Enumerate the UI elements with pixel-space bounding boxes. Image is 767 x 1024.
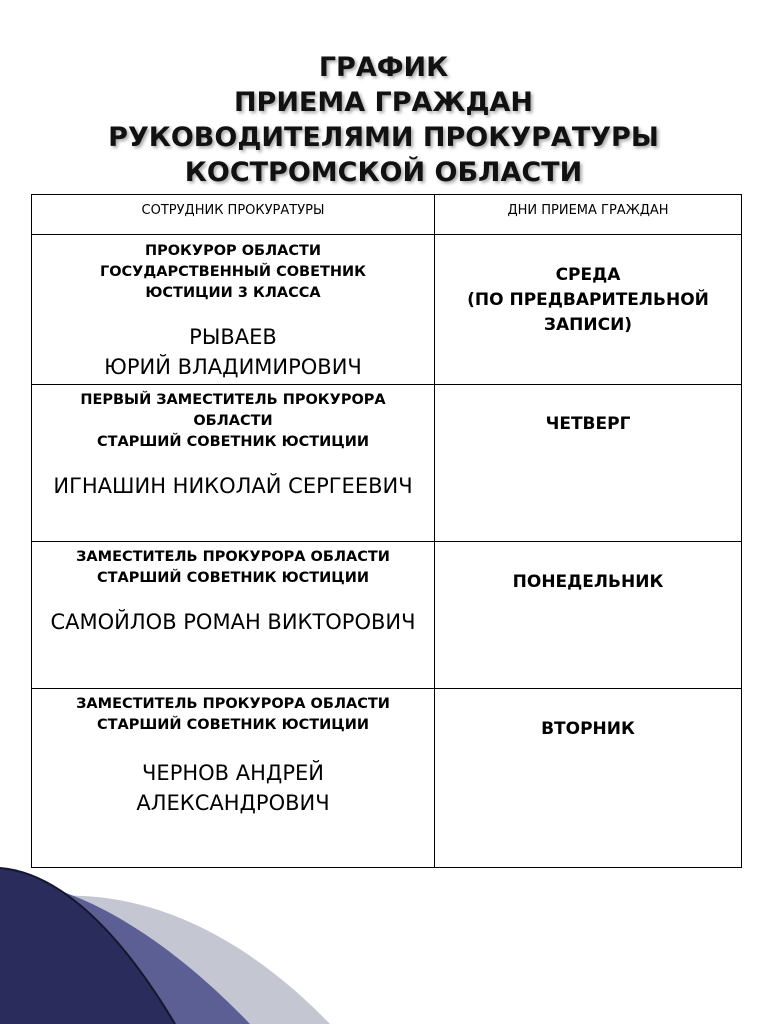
table-row <box>32 235 742 385</box>
employee-name <box>32 758 434 818</box>
position-line: ОБЛАСТИ <box>193 413 273 429</box>
decor-light-swoosh <box>0 896 330 1024</box>
table-row <box>32 689 742 868</box>
day-line: СРЕДА <box>555 265 621 285</box>
reception-day <box>435 412 741 437</box>
table-row <box>32 385 742 542</box>
name-line: ЧЕРНОВ АНДРЕЙ <box>142 761 324 785</box>
title-line: ПРИЕМА ГРАЖДАН <box>233 87 534 118</box>
position-line: ЗАМЕСТИТЕЛЬ ПРОКУРОРА ОБЛАСТИ <box>76 696 390 712</box>
reception-day <box>435 717 741 742</box>
employee-cell <box>32 542 435 689</box>
employee-cell <box>32 385 435 542</box>
reception-day <box>435 570 741 595</box>
day-line: ПОНЕДЕЛЬНИК <box>512 572 664 592</box>
reception-day-cell <box>435 385 742 542</box>
position-line: ЮСТИЦИИ 3 КЛАССА <box>145 285 321 301</box>
decor-dark-swoosh <box>0 868 175 1024</box>
name-line: АЛЕКСАНДРОВИЧ <box>136 791 330 815</box>
employee-name <box>32 322 434 382</box>
name-line: ИГНАШИН НИКОЛАЙ СЕРГЕЕВИЧ <box>53 474 413 498</box>
employee-position <box>32 547 434 589</box>
title-line: ГРАФИК <box>318 52 449 83</box>
employee-position <box>32 241 434 304</box>
day-line: (ПО ПРЕДВАРИТЕЛЬНОЙ <box>467 290 709 310</box>
position-line: СТАРШИЙ СОВЕТНИК ЮСТИЦИИ <box>96 434 369 450</box>
position-line: СТАРШИЙ СОВЕТНИК ЮСТИЦИИ <box>96 570 369 586</box>
header-employee: СОТРУДНИК ПРОКУРАТУРЫ <box>32 195 435 235</box>
position-line: ПРОКУРОР ОБЛАСТИ <box>144 243 322 259</box>
employee-cell <box>32 235 435 385</box>
title-line: РУКОВОДИТЕЛЯМИ ПРОКУРАТУРЫ <box>108 122 659 153</box>
decor-mid-swoosh <box>0 880 250 1024</box>
position-line: СТАРШИЙ СОВЕТНИК ЮСТИЦИИ <box>96 717 369 733</box>
decor-edge-line <box>0 868 175 1024</box>
schedule-table <box>31 194 742 868</box>
table-row <box>32 542 742 689</box>
position-line: ЗАМЕСТИТЕЛЬ ПРОКУРОРА ОБЛАСТИ <box>76 549 390 565</box>
header-reception-days: ДНИ ПРИЕМА ГРАЖДАН <box>435 195 742 235</box>
position-line: ПЕРВЫЙ ЗАМЕСТИТЕЛЬ ПРОКУРОРА <box>80 392 386 408</box>
day-line: ЗАПИСИ) <box>543 315 633 335</box>
name-line: ЮРИЙ ВЛАДИМИРОВИЧ <box>104 355 362 379</box>
reception-day-cell <box>435 689 742 868</box>
page-title <box>0 50 767 190</box>
reception-day-cell <box>435 235 742 385</box>
employee-position <box>32 390 434 453</box>
reception-day <box>435 263 741 338</box>
day-line: ВТОРНИК <box>541 719 635 739</box>
employee-position <box>32 694 434 736</box>
employee-name <box>32 471 434 501</box>
position-line: ГОСУДАРСТВЕННЫЙ СОВЕТНИК <box>99 264 367 280</box>
employee-cell <box>32 689 435 868</box>
employee-name <box>32 607 434 637</box>
name-line: РЫВАЕВ <box>189 325 277 349</box>
reception-day-cell <box>435 542 742 689</box>
title-line: КОСТРОМСКОЙ ОБЛАСТИ <box>184 157 583 188</box>
table-header-row <box>32 195 742 235</box>
name-line: САМОЙЛОВ РОМАН ВИКТОРОВИЧ <box>50 610 416 634</box>
day-line: ЧЕТВЕРГ <box>545 414 631 434</box>
